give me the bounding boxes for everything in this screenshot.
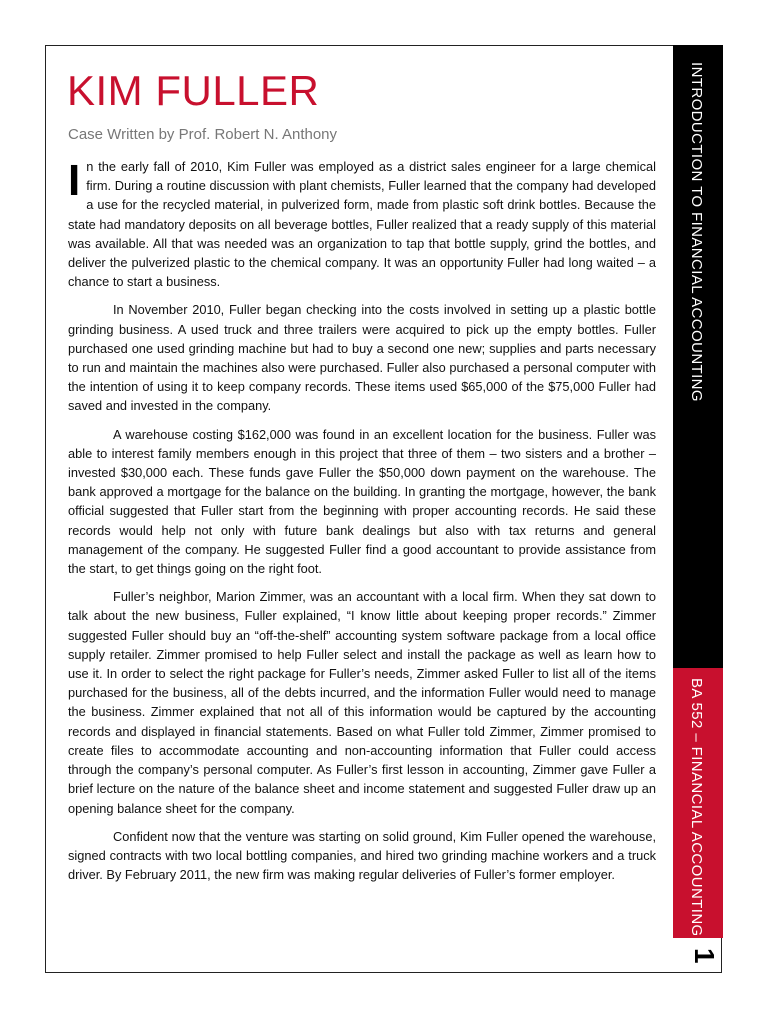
paragraph: Confident now that the venture was starting on solid ground, Kim Fuller opened the warehouse, signed contracts with two local bottling companies, and hired two grinding machine workers and a truck driver. By February 2011, the new firm was making regular deliveries of Fuller’s former employer. [68, 828, 656, 883]
case-author: Case Written by Prof. Robert N. Anthony [68, 126, 338, 143]
sidebar-course-title: INTRODUCTION TO FINANCIAL ACCOUNTING [688, 62, 705, 402]
case-title: KIM FULLER [67, 67, 320, 114]
page-number: 1 [689, 948, 720, 964]
paragraph-text: n the early fall of 2010, Kim Fuller was employed as a district sales engineer for a large chemical firm. During a routine discussion with plant chemists, Fuller learned that the company had developed a use for the recycled material, in pulverized form, made from plastic soft drink bottles. Because the state had mandatory deposits on all beverage bottles, Fuller realized that a ready supply of this material was available. All that was needed was an organization to tap that bottle supply, grind the bottles, and deliver the pulverized plastic to the chemical company. It was an opportunity Fuller had long waited – a chance to start a business. [68, 159, 656, 290]
paragraph: A warehouse costing $162,000 was found in an excellent location for the business. Fuller was able to interest family members enough in this project that three of them – two sisters and a brother – invested $30,000 each. These funds gave Fuller the $50,000 down payment on the warehouse. The bank approved a mortgage for the balance on the building. In granting the mortgage, however, the bank official suggested that Fuller start from the beginning with proper accounting records. He said these records would help not only with future bank dealings but also with tax returns and general management of the company. He suggested Fuller find a good accountant to provide assistance from the start, to get things going on the right foot. [68, 426, 656, 577]
paragraph [68, 157, 656, 291]
paragraph: In November 2010, Fuller began checking into the costs involved in setting up a plastic bottle grinding business. A used truck and three trailers were acquired to pick up the empty bottles. Fuller purchased one used grinding machine but had to buy a second one new; supplies and parts necessary to run and maintain the machines also were purchased. Fuller also purchased a personal computer with the intention of using it to keep company records. These items used $65,000 of the $75,000 Fuller had saved and invested in the company. [68, 302, 656, 414]
paragraph: Fuller’s neighbor, Marion Zimmer, was an accountant with a local firm. When they sat down to talk about the new business, Fuller explained, “I know little about keeping proper records.” Zimmer suggested Fuller should buy an “off-the-shelf” accounting system software package from a local office supply retailer. Zimmer promised to help Fuller select and install the package as well as learn how to use it. In order to select the right package for Fuller’s needs, Zimmer asked Fuller to list all of the items purchased for the business, all of the debts incurred, and the information Fuller would need to manage the business. Zimmer explained that not all of this information would be captured by the accounting records and displayed in financial statements. Based on what Fuller told Zimmer, Zimmer promised to create files to accommodate accounting and non-accounting information that Fuller could access through the company’s personal computer. As Fuller’s first lesson in accounting, Zimmer gave Fuller a brief lecture on the nature of the balance sheet and income statement and suggested Fuller draw up an opening balance sheet for the company. [68, 589, 656, 816]
sidebar-course-code-band [673, 668, 723, 938]
drop-cap: I [68, 156, 81, 205]
sidebar-course-band [673, 45, 723, 668]
case-body [68, 157, 656, 893]
sidebar-course-code: BA 552 – FINANCIAL ACCOUNTING [688, 678, 705, 937]
